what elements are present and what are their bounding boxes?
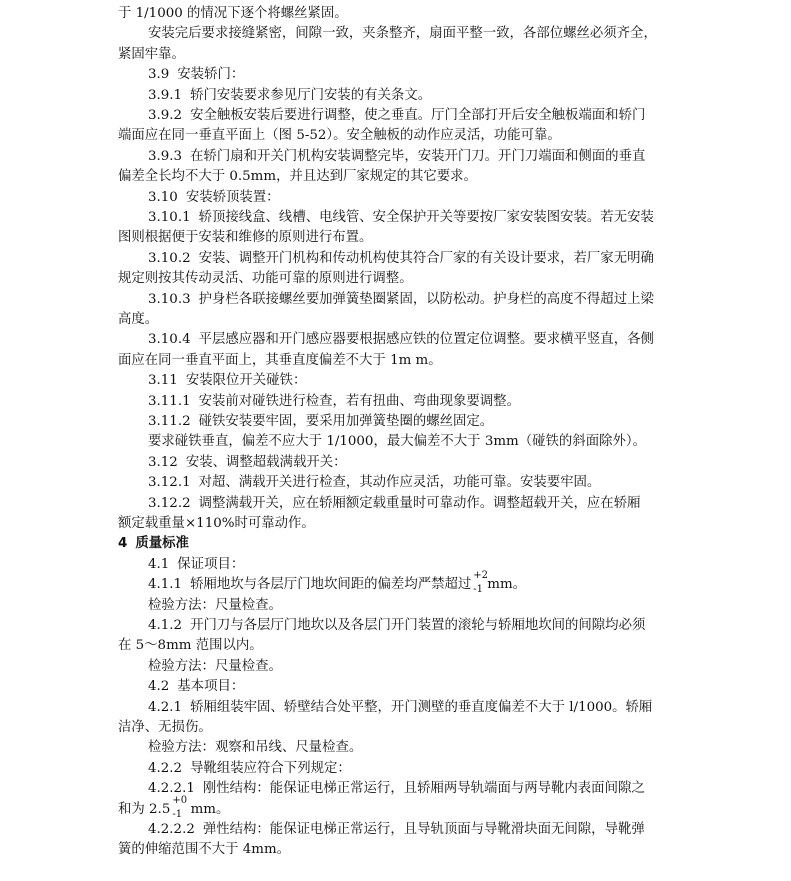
clause-number: 4.2.2.1: [148, 781, 195, 797]
text-line: [118, 126, 561, 146]
line-text: 安装、调整开门机构和传动机构使其符合厂家的有关设计要求，若厂家无明确: [198, 250, 654, 266]
text-line: [118, 228, 372, 248]
line-text: 刚性结构：能保证电梯正常运行，且轿厢两导轨端面与两导靴内表面间隙之: [202, 781, 645, 797]
text-line: [118, 4, 348, 24]
text-line: [118, 351, 442, 371]
line-text: 安装轿顶装置：: [185, 189, 280, 205]
text-line: [118, 45, 185, 65]
line-text: 弹性结构：能保证电梯正常运行，且导轨顶面与导靴滑块面无间隙，导靴弹: [202, 822, 645, 837]
line-text: 紧固牢靠。: [118, 46, 185, 62]
tolerance: [170, 794, 188, 820]
clause-number: 3.11: [148, 373, 178, 389]
text-line: [148, 570, 527, 596]
line-text: 要求碰铁垂直，偏差不应大于 1/1000，最大偏差不大于 3mm（碰铁的斜面除外）。: [148, 434, 646, 450]
text-line: [148, 657, 282, 677]
line-text: 检验方法：尺量检查。: [148, 658, 282, 674]
line-text: 对超、满载开关进行检查，其动作应灵活，功能可靠。安装要牢固。: [198, 475, 601, 491]
text-line: [118, 514, 315, 534]
text-line: [148, 65, 244, 85]
clause-number: 3.9: [148, 67, 170, 83]
clause-number: 4.2.2.2: [148, 822, 195, 837]
text-line: [148, 330, 654, 350]
clause-number: 3.10.2: [148, 250, 191, 266]
text-line: [118, 636, 263, 656]
line-text: 导靴组装应符合下列规定：: [190, 760, 351, 776]
line-text: 安全触板安装后要进行调整，使之垂直。厅门全部打开后安全触板端面和轿门: [190, 108, 646, 123]
line-text: 检验方法：观察和吊线、尺量检查。: [148, 740, 363, 756]
clause-number: 3.11.2: [148, 414, 191, 429]
text-line: [148, 188, 280, 208]
line-text: 安装限位开关碰铁：: [185, 373, 307, 389]
clause-number: 4.1: [148, 556, 170, 572]
text-line: [148, 290, 654, 310]
clause-number: 4.1.1: [148, 577, 183, 593]
line-text: 安装前对碰铁进行检查，若有扭曲、弯曲现象要调整。: [198, 393, 520, 409]
line-text: 碰铁安装要牢固，要采用加弹簧垫圈的螺丝固定。: [198, 414, 494, 429]
line-text: 基本项目：: [177, 679, 245, 695]
line-text-after: mm。: [186, 801, 230, 817]
text-line: [148, 616, 645, 636]
text-line: [148, 453, 347, 473]
text-line: [118, 718, 212, 738]
line-text-after: mm。: [487, 577, 527, 593]
line-text: 安装轿门：: [177, 67, 245, 83]
line-text: 调整满载开关，应在轿厢额定载重量时可靠动作。调整超载开关，应在轿厢: [198, 495, 641, 511]
line-text: 偏差全长均不大于 0.5mm，并且达到厂家规定的其它要求。: [118, 169, 477, 185]
clause-number: 3.10: [148, 189, 178, 205]
clause-number: 3.9.1: [148, 87, 183, 103]
text-line: [148, 738, 362, 758]
text-line: [148, 698, 652, 718]
text-line: [148, 759, 351, 779]
text-line: [148, 208, 654, 228]
tolerance-upper: +2: [473, 570, 489, 582]
line-text: 额定载重量×110%时可靠动作。: [118, 516, 315, 531]
text-line: [118, 269, 413, 289]
line-text: 平层感应器和开门感应器要根据感应铁的位置定位调整。要求横平竖直，各侧: [198, 332, 654, 348]
clause-number: 3.9.2: [148, 108, 183, 123]
line-text: 和为 2.5: [118, 801, 171, 817]
text-line: [148, 432, 646, 452]
text-line: [118, 167, 477, 187]
text-line: [148, 779, 645, 799]
line-text: 安装完后要求接缝紧密，间隙一致，夹条整齐，扇面平整一致，各部位螺丝必须齐全，: [148, 26, 657, 42]
line-text: 检验方法：尺量检查。: [148, 597, 282, 613]
section-heading: [118, 534, 189, 554]
text-line: [148, 392, 520, 412]
text-line: [148, 371, 306, 391]
clause-number: 4: [118, 536, 128, 552]
clause-number: 3.10.1: [148, 210, 191, 225]
text-line: [148, 24, 657, 44]
line-text: 护身栏各联接螺丝要加弹簧垫圈紧固，以防松动。护身栏的高度不得超过上梁: [198, 291, 654, 307]
text-line: [148, 86, 431, 106]
text-line: [118, 840, 290, 860]
text-line: [118, 794, 230, 820]
line-text: 轿厢组装牢固、轿壁结合处平整，开门测壁的垂直度偏差不大于 l/1000。轿厢: [190, 699, 653, 715]
text-line: [148, 596, 282, 616]
tolerance-lower: -1: [172, 808, 183, 820]
text-line: [148, 147, 645, 167]
line-text: 洁净、无损伤。: [118, 720, 212, 735]
line-text: 安装、调整超载满载开关：: [185, 454, 347, 470]
line-text: 面应在同一垂直平面上，其垂直度偏差不大于 1m m。: [118, 352, 442, 368]
line-text: 开门刀与各层厅门地坎以及各层门开门装置的滚轮与轿厢地坎间的间隙均必须: [190, 618, 646, 633]
line-text: 保证项目：: [177, 556, 245, 572]
line-text: 簧的伸缩范围不大于 4mm。: [118, 842, 291, 858]
line-text: 于 1/1000 的情况下逐个将螺丝紧固。: [118, 6, 348, 21]
text-line: [148, 249, 654, 269]
line-text: 在轿门扇和开关门机构安装调整完毕，安装开门刀。开门刀端面和侧面的垂直: [190, 148, 646, 164]
clause-number: 3.9.3: [148, 148, 183, 164]
clause-number: 3.12.2: [148, 495, 191, 511]
text-line: [118, 310, 158, 330]
line-text: 端面应在同一垂直平面上（图 5-52）。安全触板的动作应灵活，功能可靠。: [118, 128, 561, 144]
clause-number: 3.12: [148, 454, 178, 470]
clause-number: 4.2: [148, 679, 170, 695]
clause-number: 4.2.2: [148, 760, 183, 776]
clause-number: 4.2.1: [148, 699, 183, 715]
line-text: 在 5～8mm 范围以内。: [118, 638, 263, 654]
clause-number: 3.10.4: [148, 332, 191, 348]
text-line: [148, 820, 645, 840]
tolerance: [471, 570, 489, 596]
line-text: 轿厢地坎与各层厅门地坎间距的偏差均严禁超过: [190, 577, 472, 593]
clause-number: 3.11.1: [148, 393, 191, 409]
text-line: [148, 555, 244, 575]
line-text: 高度。: [118, 312, 159, 327]
clause-number: 3.12.1: [148, 475, 191, 491]
text-line: [148, 412, 493, 432]
line-text: 质量标准: [135, 536, 189, 552]
clause-number: 4.1.2: [148, 618, 183, 633]
line-text: 规定则按其传动灵活、功能可靠的原则进行调整。: [118, 271, 413, 287]
line-text: 轿门安装要求参见厅门安装的有关条文。: [190, 87, 432, 103]
text-line: [148, 473, 600, 493]
tolerance-lower: -1: [473, 584, 484, 596]
tolerance-upper: +0: [172, 794, 188, 806]
text-line: [148, 677, 244, 697]
text-line: [148, 494, 640, 514]
line-text: 轿顶接线盒、线槽、电线管、安全保护开关等要按厂家安装图安装。若无安装: [198, 210, 654, 225]
text-line: [148, 106, 645, 126]
line-text: 图则根据便于安装和维修的原则进行布置。: [118, 230, 373, 246]
clause-number: 3.10.3: [148, 291, 191, 307]
